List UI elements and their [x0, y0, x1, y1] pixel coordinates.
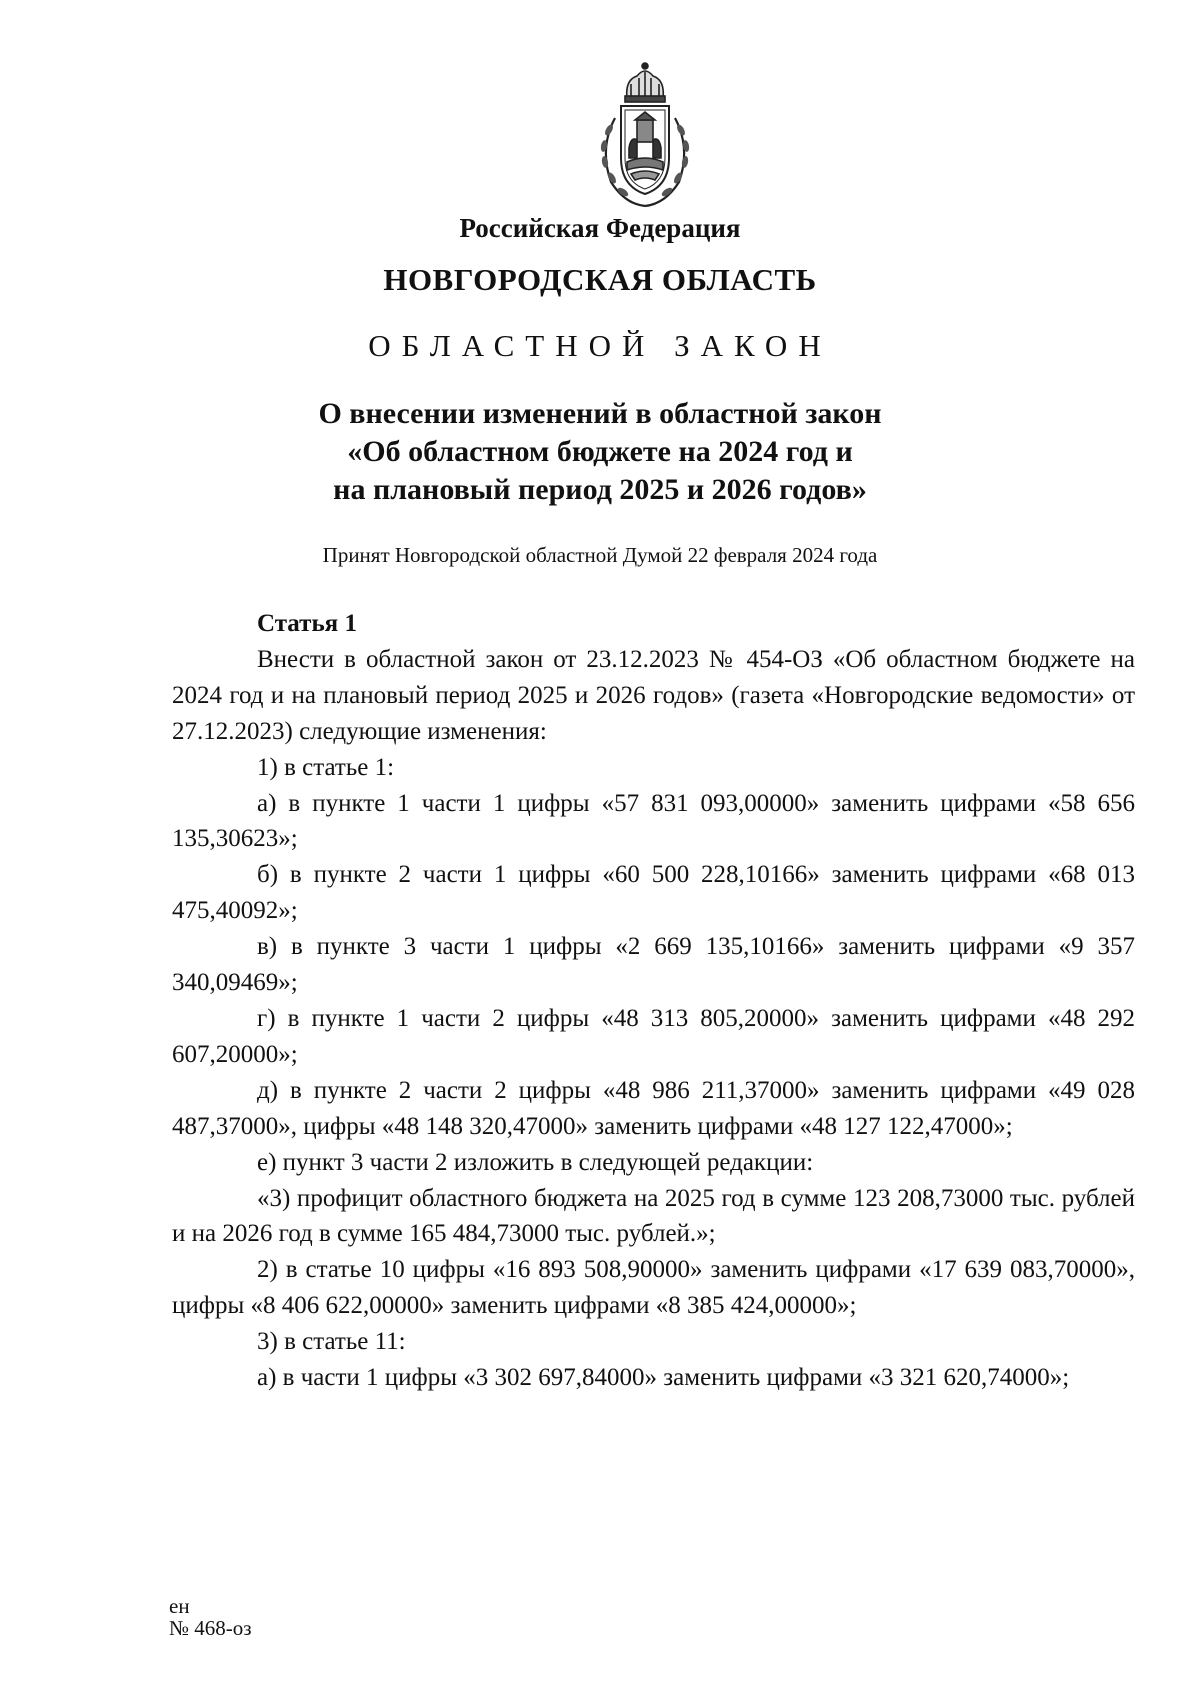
document-type-heading: ОБЛАСТНОЙ ЗАКОН [368, 328, 832, 363]
paragraph: а) в пункте 1 части 1 цифры «57 831 093,00000» заменить цифрами «58 656 135,30623»; [172, 789, 1135, 853]
paragraph: д) в пункте 2 части 2 цифры «48 986 211,37000» заменить цифрами «49 028 487,37000», цифры «48 148 320,47000» заменить цифрами «48 127 122,47000»; [172, 1076, 1135, 1140]
country-heading: Российская Федерация [459, 213, 741, 243]
title-line: «Об областном бюджете на 2024 год и [347, 435, 853, 468]
footer-doc-number: № 468-оз [169, 1616, 252, 1640]
adoption-note: Принят Новгородской областной Думой 22 февраля 2024 года [322, 543, 878, 567]
paragraph: г) в пункте 1 части 2 цифры «48 313 805,20000» заменить цифрами «48 292 607,20000»; [172, 1004, 1135, 1068]
paragraph: Внести в областной закон от 23.12.2023 № 454-ОЗ «Об областном бюджете на 2024 год и на плановый период 2025 и 2026 годов» (газета «Новгородские ведомости» от 27.12.2023) следующие изменения: [172, 645, 1135, 745]
paragraph: «3) профицит областного бюджета на 2025 год в сумме 123 208,73000 тыс. рублей и на 2026 год в сумме 165 484,73000 тыс. рублей.»; [172, 1184, 1135, 1248]
law-body [172, 606, 1135, 1396]
title-line: О внесении изменений в областной закон [318, 397, 882, 430]
paragraph: в) в пункте 3 части 1 цифры «2 669 135,10166» заменить цифрами «9 357 340,09469»; [172, 933, 1135, 997]
paragraph: 3) в статье 11: [257, 1328, 406, 1356]
law-title [0, 395, 1200, 509]
title-line: на плановый период 2025 и 2026 годов» [333, 473, 867, 506]
article-heading: Статья 1 [257, 610, 357, 637]
paragraph: е) пункт 3 части 2 изложить в следующей редакции: [257, 1148, 814, 1176]
region-heading: НОВГОРОДСКАЯ ОБЛАСТЬ [383, 262, 817, 297]
coat-of-arms-emblem [585, 58, 705, 210]
paragraph: 2) в статье 10 цифры «16 893 508,90000» заменить цифрами «17 639 083,70000», цифры «8 406 622,00000» заменить цифрами «8 385 424,00000»; [172, 1256, 1135, 1320]
paragraph: б) в пункте 2 части 1 цифры «60 500 228,10166» заменить цифрами «68 013 475,40092»; [172, 861, 1135, 925]
paragraph: 1) в статье 1: [257, 753, 395, 781]
footer-initials: ен [169, 1594, 190, 1618]
paragraph: а) в части 1 цифры «3 302 697,84000» заменить цифрами «3 321 620,74000»; [257, 1364, 1070, 1392]
footer-note [169, 1595, 252, 1639]
